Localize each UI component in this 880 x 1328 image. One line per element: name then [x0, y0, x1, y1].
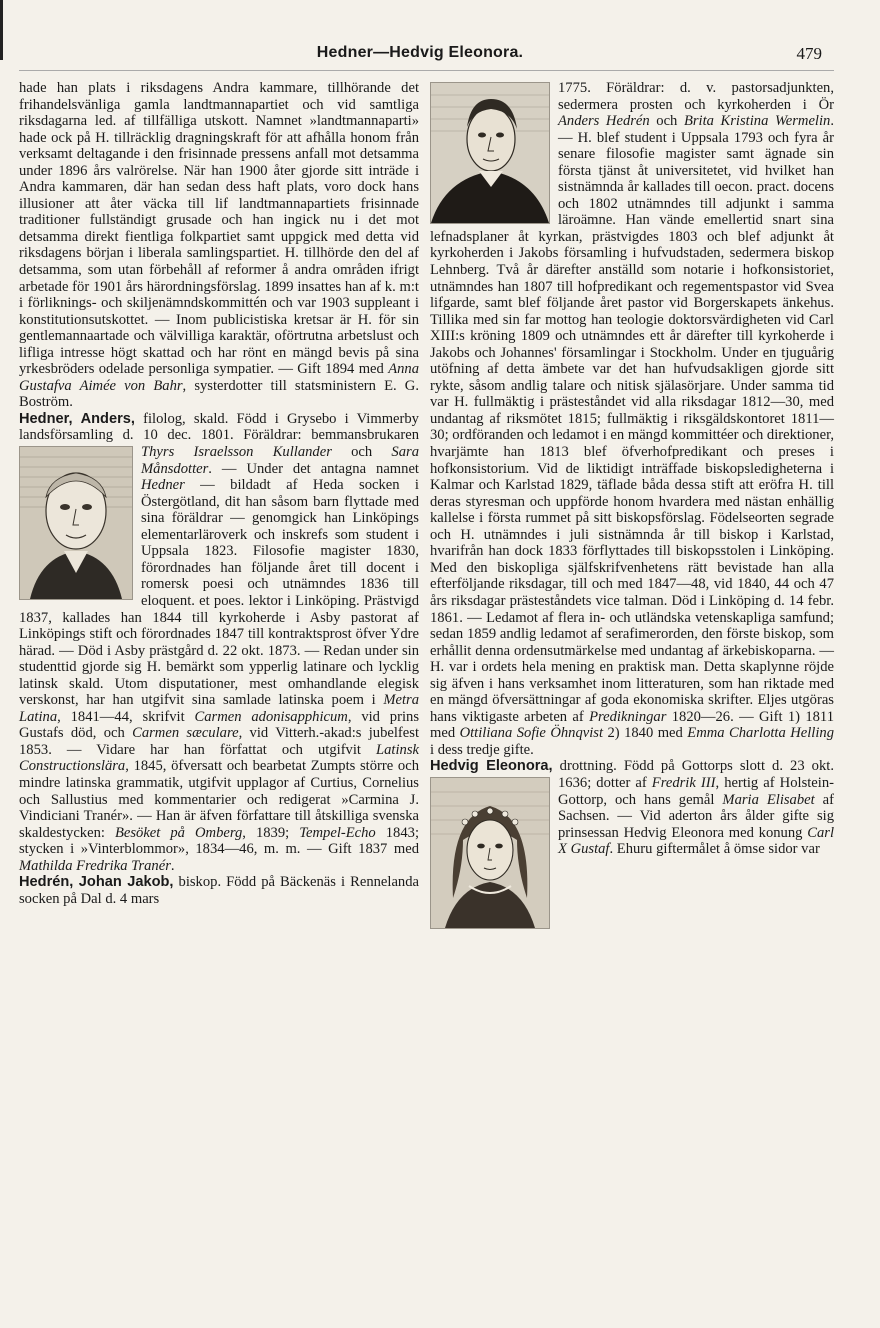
- work-title: Latinsk Constructionslära: [19, 741, 419, 775]
- left-column: [19, 80, 419, 907]
- entry-headword: Hedrén, Johan Jakob,: [19, 874, 174, 891]
- work-title: Carmen adonisapphicum: [194, 708, 348, 725]
- portrait-anders-hedner: [19, 446, 133, 600]
- father-name: Thyrs Israelsson Kullander: [141, 444, 332, 461]
- entry-headword: Hedvig Eleonora,: [430, 758, 553, 775]
- continued-entry: hade han plats i riksdagens Andra kammare, tillhörande det frihandelsvänliga gamla landtmannapartiet och vid samtliga riksdagarna led. af tillfälliga utskott. Namnet »landtmannaparti» hade ock på H. tillräcklig dragningskraft för att afhålla honom från verksamt deltagande i den frisinnade pressens anfall mot detsamma under 1896 års valrörelse. När han 1900 åter gjorde sitt inträde i Andra kammaren, där han sedan dess haft plats, voro dock hans illusioner att åter väcka till lif landtmannapartiets frisinnade traditioner fullständigt grusade och han ingick nu i det mot detsamma direkt fientliga folkpartiet samt uppgick med detta vid riksdagens början i liberala samlingspartiet. H. tillhörde den del af detsamma, som utan förbehåll af reformer å andra områden ifrigt arbetade för 1901 års härordningsförslag. 1899 insattes han af k. m:t i förliknings- och skiljenämndskommittén och var 1903 suppleant i konstitutionsutskottet. — Inom publicistiska kretsar är H. för sin gentlemannaartade och välvilliga karaktär, oförtrutna arbetslust och lifliga intresse högt skattad och har rönt en mängd bevis på sina yrkesbröders odelade personliga sympatier. — Gift 1894 med Anna Gustafva Aimée von Bahr, systerdotter till statsministern E. G. Boström.: [19, 80, 419, 411]
- wife-name: Anna Gustafva Aimée von Bahr: [19, 361, 419, 394]
- king-name: Carl X Gustaf: [558, 824, 834, 858]
- work-title: Besöket på Omberg: [114, 824, 243, 841]
- work-title: Predikningar: [589, 708, 667, 725]
- mother-name: Brita Kristina Wermelin: [683, 113, 831, 130]
- work-title: Carmen sæculare: [132, 725, 239, 742]
- scan-margin-line: [0, 0, 3, 60]
- portrait-hedvig-eleonora: [430, 777, 550, 929]
- page-number: 479: [796, 44, 822, 63]
- work-title: Tempel-Echo: [299, 824, 376, 841]
- father-name: Fredrik III: [651, 774, 716, 791]
- father-name: Anders Hedrén: [558, 113, 650, 130]
- running-head: Hedner—Hedvig Eleonora.: [316, 44, 524, 61]
- header-rule: [19, 70, 834, 71]
- assumed-name: Hedner: [141, 477, 185, 494]
- wife-name: Emma Charlotta Helling: [687, 725, 834, 742]
- entry-hedren-start: Hedrén, Johan Jakob, biskop. Född på Bäckenäs i Rennelanda socken på Dal d. 4 mars: [19, 874, 419, 907]
- right-column: [430, 80, 834, 931]
- entry-hedren-continued: 1775. Föräldrar: d. v. pastorsadjunkten, sedermera prosten och kyrkoherden i Ör Anders Hedrén och Brita Kristina Wermelin. — H. blef student i Uppsala 1793 och fyra år senare filosofie magister samt ägnade sin första tjänst åt universitetet, vid hvilket han sistnämnda år kallades till oecon. pract. docens och 1802 utnämndes till adjunkt i samma läroämne. Han vände emellertid snart sina lefnadsplaner åt kyrkan, prästvigdes 1803 och blef adjunkt åt kyrkoherden i Jakobs församling i hufvudstaden, sedermera biskop Lehnberg. Två år därefter anställd som notarie i hofkonsistoriet, utnämndes han 1807 till hofpredikant och regementspastor vid Svea lifgarde, samt blef följande året pastor vid Borgerskapets änkehus. Tillika med sin far mottog han teologie doktorsvärdigheten vid Carl XIII:s kröning 1809 och utnämndes ett år därefter till kyrkoherde i Jakobs och Johannes' församlingar i Stockholm. Under en tjuguårig utöfning af detta ämbete var det han hufvudsakligen gjorde sitt rykte, såsom andlig talare och nitisk själasörjare. Under samma tid var H. fullmäktig i prästeståndet vid alla riksdagar 1812—30, med undantag af riksmötet 1815; fullmäktig i riksgäldskontoret 1811—30; ordföranden och ledamot i en mängd kommittéer och direktioner, hvarjämte han 1813 blef öfverhofpredikant och preses i hofkonsistorium. Vid de liktidigt inträffade biskopsledigheterna i Kalmar och Karlstad 1829, täflade båda dessa stift att eröfra H. till deras styresman och uppförde honom hvardera med nästan enhällig kallelse i första rummet på sitt biskopsförslag. Födelseorten segrade och H. utnämndes i juli sistnämnda år till biskop i Karlstad, hvarifrån han dock 1833 förflyttades till biskopsstolen i Linköping. Med den biskopliga själfskrifvenhetens rätt bevistade han alla efterföljande riksdagar, till och med 1847—48, vid 1840, 44 och 47 års riksdagar prästeståndets vice talman. Död i Linköping d. 14 febr. 1861. — Ledamot af flera in- och utländska vetenskapliga samfund; sedan 1859 andlig ledamot af serafimerorden, den förste biskop, som erhållit denna ordensutmärkelse med undantag af ärkebiskoparna. — H. var i ordets hela mening en praktisk man. Detta skaplynne röjde sig äfven i hans verksamhet inom litteraturen, som han riktade med en mängd öfversättningar af goda ekonomiska skrifter. Eljes utgöras hans viktigaste arbeten af Predikningar 1820—26. — Gift 1) 1811 med Ottiliana Sofie Öhnqvist 2) 1840 med Emma Charlotta Helling i dess tredje gifte.: [430, 80, 834, 758]
- portrait-johan-jakob-hedren: [430, 82, 550, 224]
- wife-name: Mathilda Fredrika Tranér: [19, 857, 171, 874]
- entry-hedner-anders: Hedner, Anders, filolog, skald. Född i Grysebo i Vimmerby landsförsamling d. 10 dec. 1801. Föräldrar: bemmansbrukaren Thyrs Israelsson Kullander och Sara Månsdotter. — Under det antagna namnet Hedner — bildadt af Heda socken i Östergötland, dit han såsom barn flyttade med sina föräldrar — genomgick han Linköpings elementarläroverk och inskrefs som student i Uppsala 1823. Filosofie magister 1830, förordnades han följande året till docent i romersk poesi och utnämndes 1836 till eloquent. et poes. lektor i Linköping. Prästvigd 1837, kallades han 1844 till kyrkoherde i Asby pastorat af Linköpings stift och förordnades 1847 till kontraktsprost öfver Ydre härad. — Död i Asby prästgård d. 22 okt. 1873. — Redan under sin studenttid gjorde sig H. bemärkt som ypperlig latinare och lycklig latinsk skald. Utom disputationer, mest omhandlande elegisk verskonst, har han utgifvit sina samlade latinska poem i Metra Latina, 1841—44, skrifvit Carmen adonisapphicum, vid prins Gustafs död, och Carmen sæculare, vid Vitterh.-akad:s jubelfest 1853. — Vidare har han författat och utgifvit Latinsk Constructionslära, 1845, öfversatt och bearbetat Zumpts större och mindre latinska grammatik, utgifvit upplagor af Curtius, Cornelius och Sallustius med kommentarier och redigerat »Carmina J. Vindiciani Tranér». — Han är äfven författare till åtskilliga svenska skaldestycken: Besöket på Omberg, 1839; Tempel-Echo 1843; stycken i »Vinterblommor», 1834—46, m. m. — Gift 1837 med Mathilda Fredrika Tranér.: [19, 410, 420, 874]
- wife-name: Ottiliana Sofie Öhnqvist: [459, 725, 604, 742]
- work-title: Metra Latina: [19, 692, 419, 725]
- entry-hedvig-eleonora: Hedvig Eleonora, drottning. Född på Gottorps slott d. 23 okt. 1636; dotter af Fredrik III, hertig af Holstein-Gottorp, och hans gemål Maria Elisabet af Sachsen. — Vid aderton års ålder gifte sig prinsessan Hedvig Eleonora med konung Carl X Gustaf. Ehuru giftermålet å ömse sidor var: [430, 758, 834, 857]
- page-header: [18, 44, 822, 68]
- mother-name: Sara Månsdotter: [141, 444, 419, 477]
- mother-name: Maria Elisabet: [722, 791, 815, 808]
- entry-headword: Hedner, Anders,: [19, 410, 135, 427]
